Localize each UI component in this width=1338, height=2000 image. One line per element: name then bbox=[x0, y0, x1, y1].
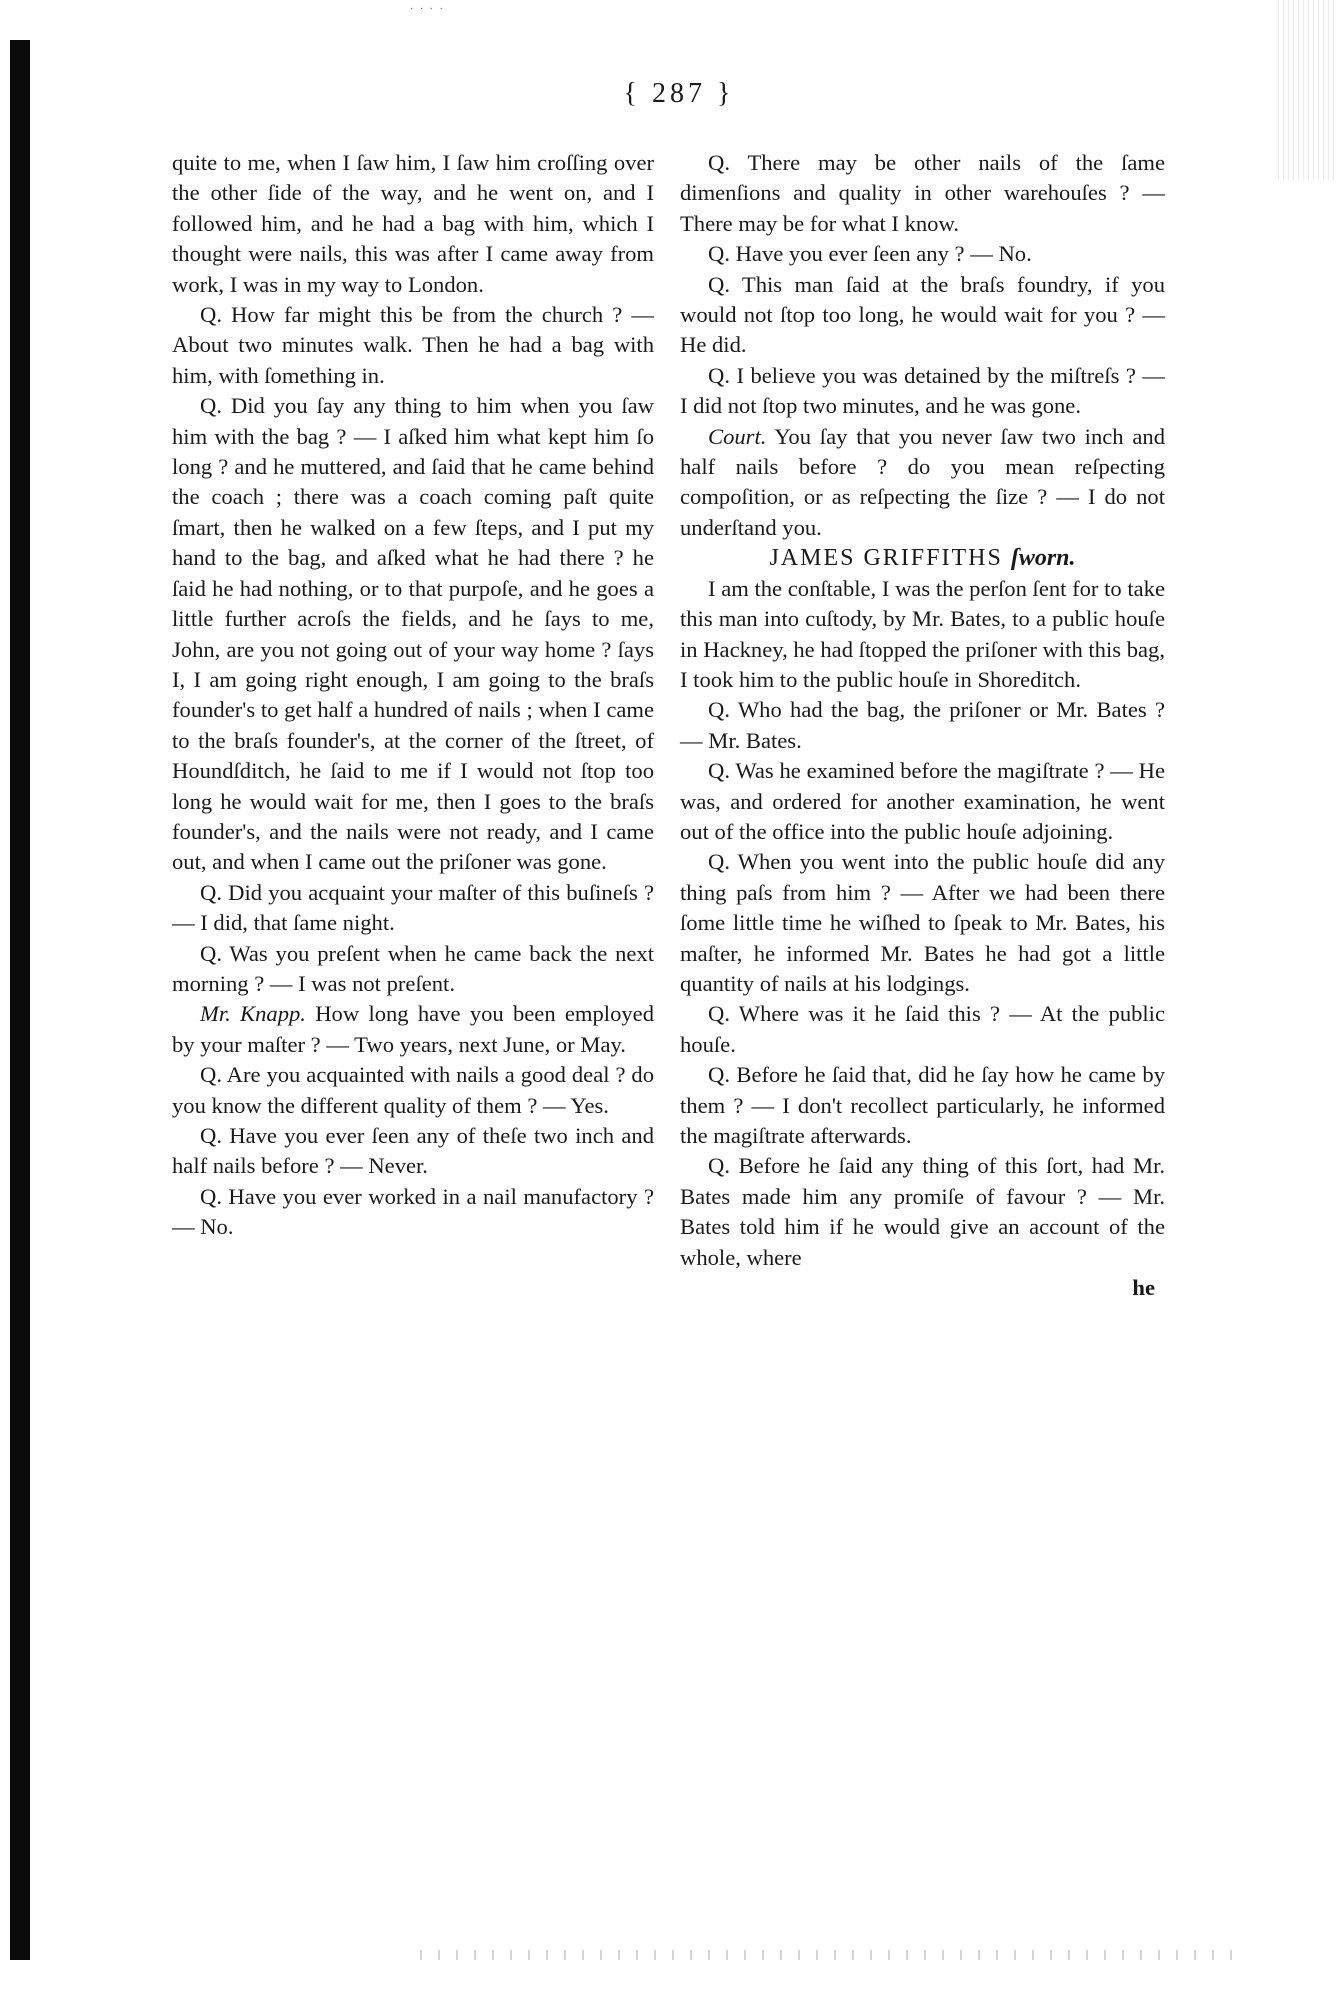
testimony-paragraph bbox=[172, 300, 654, 391]
paragraph-text: Q. Did you acquaint your maſter of this buſineſs ? — I did, that ſame night. bbox=[172, 879, 654, 936]
testimony-paragraph bbox=[680, 239, 1165, 269]
paragraph-text: Q. There may be other nails of the ſame dimenſions and quality in other warehouſes ? — There may be for what I know. bbox=[680, 150, 1165, 236]
paragraph-text: Q. Who had the bag, the priſoner or Mr. Bates ? — Mr. Bates. bbox=[680, 697, 1165, 753]
paragraph-text: Q. Before he ſaid any thing of this ſort, had Mr. Bates made him any promiſe of favour ? — Mr. Bates told him if he would give an account of the whole, where bbox=[680, 1153, 1165, 1270]
testimony-paragraph bbox=[680, 361, 1165, 422]
witness-heading bbox=[680, 543, 1165, 573]
testimony-paragraph bbox=[680, 574, 1165, 696]
testimony-paragraph bbox=[172, 939, 654, 1000]
testimony-paragraph bbox=[172, 148, 654, 300]
paragraph-text: Q. Are you acquainted with nails a good deal ? do you know the different quality of them ? — Yes. bbox=[172, 1062, 654, 1118]
testimony-paragraph bbox=[680, 1060, 1165, 1151]
paragraph-text: Q. I believe you was detained by the miſtreſs ? — I did not ſtop two minutes, and he was gone. bbox=[680, 362, 1165, 419]
testimony-paragraph bbox=[680, 999, 1165, 1060]
paragraph-text: Q. Where was it he ſaid this ? — At the public houſe. bbox=[680, 1001, 1165, 1057]
testimony-paragraph bbox=[172, 391, 654, 878]
paragraph-text: Q. Have you ever worked in a nail manufactory ? — No. bbox=[172, 1183, 654, 1240]
testimony-paragraph bbox=[680, 756, 1165, 847]
catchword: he bbox=[1132, 1275, 1155, 1301]
testimony-paragraph bbox=[172, 1121, 654, 1182]
top-margin-marks: · · · · bbox=[410, 4, 445, 15]
paragraph-text: I am the conſtable, I was the perſon ſent for to take this man into cuſtody, by Mr. Bates, to a public houſe in Hackney, he had ſtopped the priſoner with this bag, I took him to the public houſe in Shoreditch. bbox=[680, 575, 1165, 692]
testimony-paragraph bbox=[680, 695, 1165, 756]
right-column bbox=[680, 148, 1165, 1303]
paragraph-text: Q. Was you preſent when he came back the next morning ? — I was not preſent. bbox=[172, 940, 654, 996]
testimony-paragraph bbox=[680, 1151, 1165, 1273]
testimony-paragraph bbox=[680, 422, 1165, 544]
testimony-paragraph bbox=[172, 878, 654, 939]
paragraph-text: quite to me, when I ſaw him, I ſaw him croſſing over the other ſide of the way, and he went on, and I followed him, and he had a bag with him, which I thought were nails, this was after I came away from work, I was in my way to London. bbox=[172, 150, 654, 297]
paragraph-text: Q. Before he ſaid that, did he ſay how he came by them ? — I don't recollect particularly, he informed the magiſtrate afterwards. bbox=[680, 1062, 1165, 1148]
paragraph-text: Q. How far might this be from the church ? — About two minutes walk. Then he had a bag with him, with ſomething in. bbox=[172, 302, 654, 388]
testimony-paragraph bbox=[172, 1060, 654, 1121]
paragraph-text: Q. Was he examined before the magiſtrate ? — He was, and ordered for another examination, he went out of the office into the public houſe adjoining. bbox=[680, 758, 1165, 844]
testimony-paragraph bbox=[680, 270, 1165, 361]
testimony-paragraph bbox=[680, 847, 1165, 999]
paragraph-text: How long have you been employed by your maſter ? — Two years, next June, or May. bbox=[172, 1001, 655, 1057]
testimony-paragraph bbox=[172, 1182, 654, 1243]
paragraph-text: Q. When you went into the public houſe did any thing paſs from him ? — After we had been there ſome little time he wiſhed to ſpeak to Mr. Bates, his maſter, he informed Mr. Bates he had got a little quantity of nails at his lodgings. bbox=[680, 849, 1165, 996]
witness-name: JAMES GRIFFITHS bbox=[769, 545, 1003, 572]
speaker-label: Mr. Knapp. bbox=[200, 1001, 306, 1027]
paragraph-text: Q. This man ſaid at the braſs foundry, if you would not ſtop too long, he would wait for you ? — He did. bbox=[680, 271, 1165, 358]
paragraph-text: Q. Have you ever ſeen any of theſe two inch and half nails before ? — Never. bbox=[172, 1123, 654, 1179]
testimony-paragraph bbox=[172, 999, 654, 1060]
bottom-margin-noise bbox=[420, 1950, 1240, 1960]
paragraph-text: Q. Have you ever ſeen any ? — No. bbox=[708, 241, 1032, 267]
speaker-label: Court. bbox=[708, 423, 767, 449]
page-number: { 287 } bbox=[623, 78, 735, 109]
paragraph-text: Q. Did you ſay any thing to him when you ſaw him with the bag ? — I aſked him what kept him ſo long ? and he muttered, and ſaid that he came behind the coach ; there was a coach coming paſt quite ſmart, then he walked on a few ſteps, and I put my hand to the bag, and aſked what he had there ? he ſaid he had nothing, or to that purpoſe, and he goes a little further acroſs the fields, and he ſays to me, John, are you not going out of your way home ? ſays I, I am going right enough, I am going to the braſs founder's to get half a hundred of nails ; when I came to the braſs founder's, at the corner of the ſtreet, of Houndſditch, he ſaid to me if I would not ſtop too long he would wait for me, then I goes to the braſs founder's, and the nails were not ready, and I came out, and when I came out the priſoner was gone. bbox=[172, 393, 654, 875]
testimony-paragraph bbox=[680, 148, 1165, 239]
binding-edge bbox=[10, 40, 30, 1960]
left-column bbox=[172, 148, 654, 1243]
paragraph-text: You ſay that you never ſaw two inch and half nails before ? do you mean reſpecting compoſition, or as reſpecting the ſize ? — I do not underſtand you. bbox=[680, 423, 1165, 540]
sworn-label: ſworn. bbox=[1010, 545, 1076, 572]
